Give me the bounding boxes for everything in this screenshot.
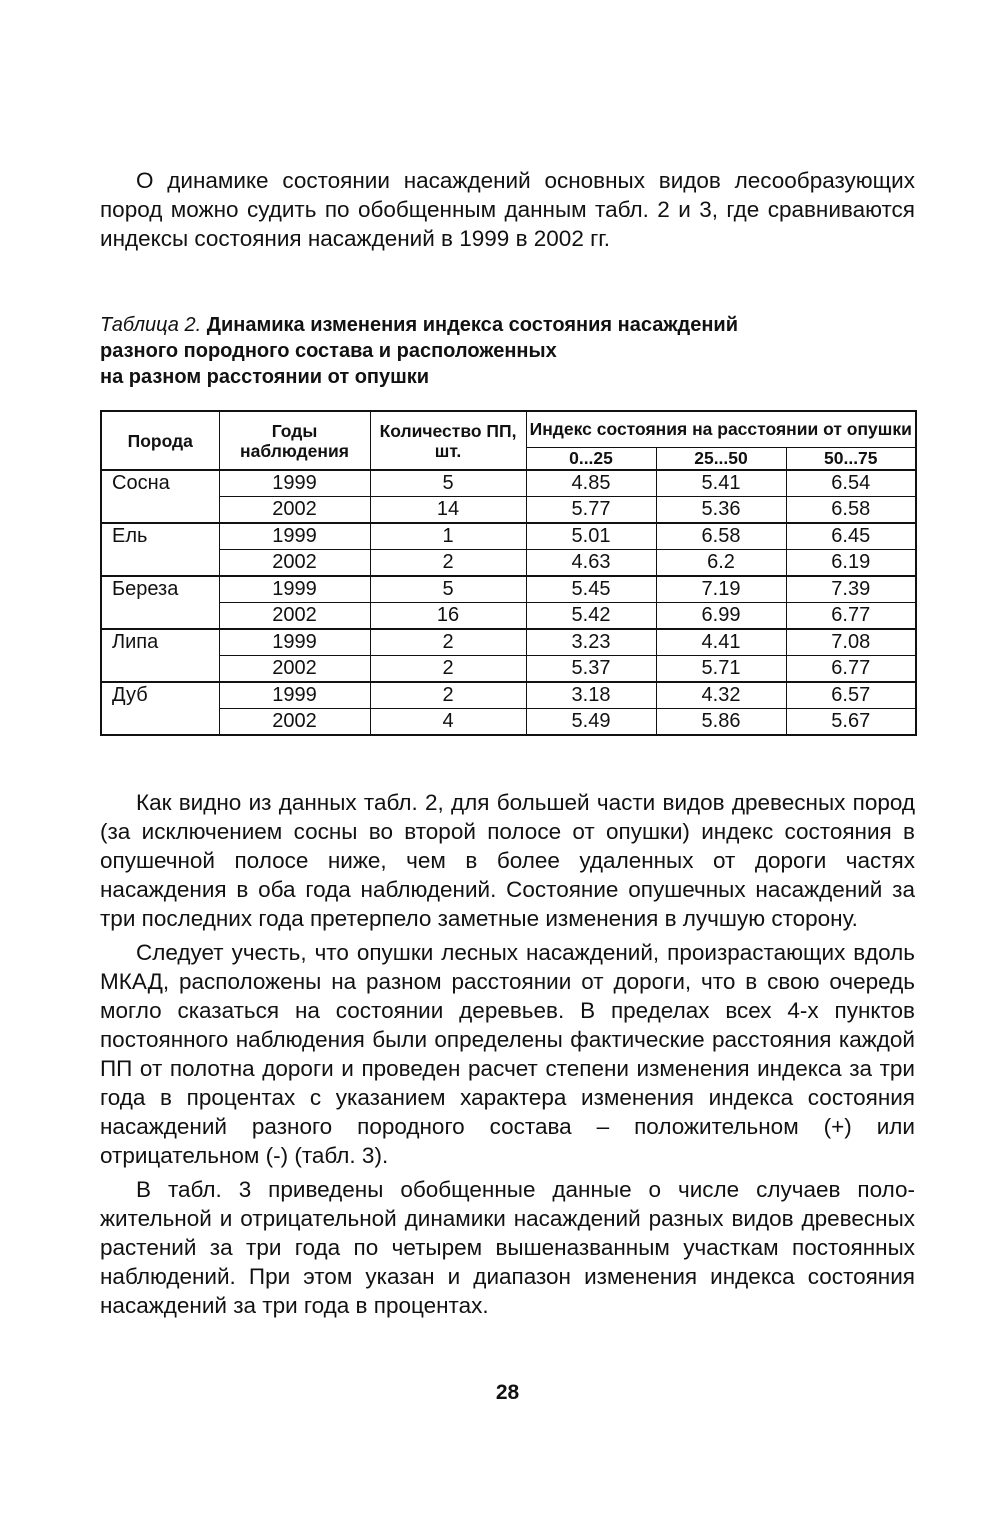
cell-index-value: 6.99 [656, 603, 786, 630]
table-row [101, 629, 916, 656]
table-caption [100, 312, 860, 390]
cell-index-value: 6.58 [656, 523, 786, 550]
cell-count: 2 [370, 682, 526, 709]
body-paragraph-1: Как видно из данных табл. 2, для большей части видов древесных пород (за исключением сосны во второй полосе от опушки) индекс состояния в опушечной полосе ниже, чем в более удаленных от дороги частях насаждения в оба года наблюдений. Состояние опушечных насаждений за три последних года претерпело заметные изменения в лучшую сторону. [100, 790, 915, 931]
cell-index-value: 6.19 [786, 550, 916, 577]
table-caption-line-2: разного породного состава и расположенных [100, 340, 557, 362]
cell-species: Дуб [101, 682, 219, 735]
table-row [101, 682, 916, 709]
cell-index-value: 6.54 [786, 470, 916, 497]
cell-index-value: 7.19 [656, 576, 786, 603]
cell-year: 2002 [219, 656, 370, 683]
cell-year: 1999 [219, 523, 370, 550]
table-caption-line-3: на разном расстоянии от опушки [100, 366, 430, 388]
cell-index-value: 4.63 [526, 550, 656, 577]
header-years: Годы наблюдения [219, 411, 370, 470]
cell-count: 5 [370, 576, 526, 603]
cell-species: Береза [101, 576, 219, 629]
table-caption-line-1: Динамика изменения индекса состояния насаждений [206, 314, 738, 336]
cell-index-value: 5.49 [526, 709, 656, 736]
cell-index-value: 5.01 [526, 523, 656, 550]
cell-species: Сосна [101, 470, 219, 523]
cell-year: 1999 [219, 629, 370, 656]
cell-count: 2 [370, 656, 526, 683]
table-row [101, 603, 916, 630]
header-distance-50-75: 50...75 [786, 447, 916, 470]
table-row [101, 497, 916, 524]
table-row [101, 523, 916, 550]
cell-index-value: 6.57 [786, 682, 916, 709]
table-body [101, 470, 916, 735]
cell-index-value: 5.67 [786, 709, 916, 736]
cell-year: 2002 [219, 497, 370, 524]
header-count: Количество ПП, шт. [370, 411, 526, 470]
page-number: 28 [495, 1381, 520, 1404]
table-2 [100, 410, 915, 736]
cell-index-value: 3.18 [526, 682, 656, 709]
cell-index-value: 5.41 [656, 470, 786, 497]
header-distance-25-50: 25...50 [656, 447, 786, 470]
cell-index-value: 4.32 [656, 682, 786, 709]
cell-year: 1999 [219, 576, 370, 603]
cell-species: Ель [101, 523, 219, 576]
table-row [101, 656, 916, 683]
cell-index-value: 6.58 [786, 497, 916, 524]
index-table [100, 410, 917, 736]
header-distance-0-25: 0...25 [526, 447, 656, 470]
cell-index-value: 6.77 [786, 656, 916, 683]
cell-count: 1 [370, 523, 526, 550]
cell-year: 2002 [219, 603, 370, 630]
cell-index-value: 3.23 [526, 629, 656, 656]
cell-index-value: 4.41 [656, 629, 786, 656]
cell-index-value: 4.85 [526, 470, 656, 497]
table-caption-label: Таблица 2. [100, 314, 202, 336]
cell-count: 2 [370, 550, 526, 577]
cell-index-value: 5.42 [526, 603, 656, 630]
cell-index-value: 6.77 [786, 603, 916, 630]
cell-index-value: 7.08 [786, 629, 916, 656]
body-paragraph-3: В табл. 3 приведены обобщенные данные о числе случаев положительной и отрицательной динамики насаждений разных видов древесных растений за три года по четырем вышеназванным участкам постоянных наблюдений. При этом указан и диапазон изменения индекса состояния насаждений за три года в процентах. [100, 1177, 915, 1318]
table-row [101, 470, 916, 497]
cell-year: 1999 [219, 682, 370, 709]
cell-index-value: 6.45 [786, 523, 916, 550]
cell-index-value: 5.86 [656, 709, 786, 736]
intro-paragraph: О динамике состоянии насаждений основных видов лесообразующих пород можно судить по обобщенным данным табл. 2 и 3, где сравниваются индексы состояния насаждений в 1999 в 2002 гг. [100, 168, 915, 251]
table-row [101, 550, 916, 577]
cell-index-value: 7.39 [786, 576, 916, 603]
cell-index-value: 5.45 [526, 576, 656, 603]
table-row [101, 709, 916, 736]
header-species: Порода [101, 411, 219, 470]
table-row [101, 576, 916, 603]
cell-species: Липа [101, 629, 219, 682]
cell-count: 16 [370, 603, 526, 630]
cell-index-value: 6.2 [656, 550, 786, 577]
cell-count: 5 [370, 470, 526, 497]
cell-year: 2002 [219, 550, 370, 577]
cell-year: 2002 [219, 709, 370, 736]
cell-index-value: 5.71 [656, 656, 786, 683]
header-index-group: Индекс состояния на расстоянии от опушки [526, 411, 916, 447]
cell-count: 4 [370, 709, 526, 736]
cell-year: 1999 [219, 470, 370, 497]
cell-count: 2 [370, 629, 526, 656]
cell-index-value: 5.36 [656, 497, 786, 524]
cell-count: 14 [370, 497, 526, 524]
body-text [100, 788, 915, 1325]
cell-index-value: 5.37 [526, 656, 656, 683]
cell-index-value: 5.77 [526, 497, 656, 524]
body-paragraph-2: Следует учесть, что опушки лесных насаждений, произрастающих вдоль МКАД, расположены на разном расстоянии от дороги, что в свою очередь могло сказаться на состоянии деревьев. В пределах всех 4-х пунктов постоянного наблюдения были определены фактические расстояния каждой ПП от полотна дороги и проведен расчет степени изменения индекса за три года в процентах с указанием характера изменения индекса состояния насаждений разного породного состава – положительном (+) или отрицательном (-) (табл. 3). [100, 940, 915, 1168]
